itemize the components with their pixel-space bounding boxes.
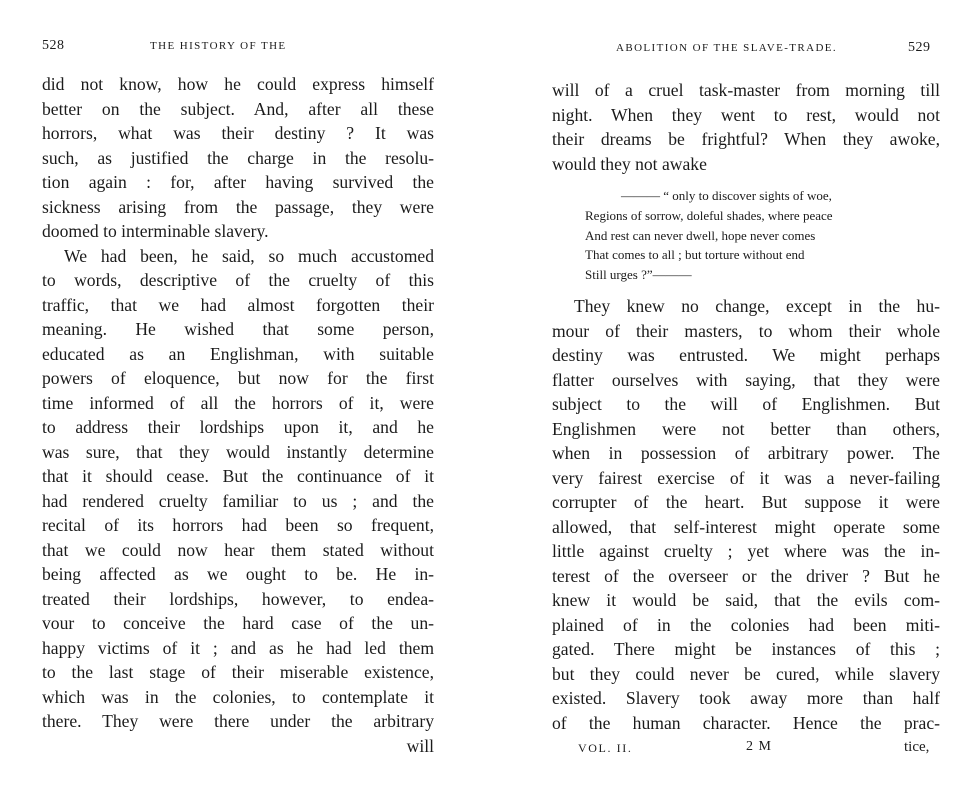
text-line: being affected as we ought to be. He in-	[42, 564, 434, 584]
text-line: there. They were there under the arbitrary	[42, 711, 434, 731]
quote-line: ——— “ only to discover sights of woe,	[621, 188, 832, 203]
left-running-head: THE HISTORY OF THE	[150, 40, 287, 52]
quote-line: And rest can never dwell, hope never comes	[585, 227, 816, 243]
text-line: was sure, that they would instantly determine	[42, 441, 434, 462]
right-page-number: 529	[908, 40, 931, 55]
left-page-number: 528	[42, 38, 65, 53]
text-line: of the human character. Hence the prac-	[552, 712, 940, 733]
text-line: had rendered cruelty familiar to us ; and the	[42, 490, 434, 511]
text-line: powers of eloquence, but now for the first	[42, 368, 434, 388]
paragraph-start-line: We had been, he said, so much accustomed	[64, 245, 434, 266]
quote-line: Regions of sorrow, doleful shades, where peace	[585, 207, 833, 223]
right-catchword: tice,	[904, 739, 930, 755]
text-line: their dreams be frightful? When they awoke,	[552, 129, 940, 149]
left-catchword: will	[406, 735, 434, 756]
text-line: did not know, how he could express himself	[42, 74, 434, 94]
text-line: horrors, what was their destiny ? It was	[42, 123, 434, 143]
text-line: treated their lordships, however, to endea-	[42, 588, 434, 609]
text-line: doomed to interminable slavery.	[42, 221, 269, 241]
text-line: would they not awake	[552, 153, 707, 174]
right-page	[490, 0, 980, 800]
text-line: very fairest exercise of it was a never-failing	[552, 467, 940, 488]
text-line: mour of their masters, to whom their whole	[552, 320, 940, 341]
text-line: recital of its horrors had been so frequent,	[42, 515, 434, 535]
text-line: to address their lordships upon it, and he	[42, 417, 434, 437]
text-line: vour to conceive the hard case of the un-	[42, 613, 434, 633]
text-line: flatter ourselves with saying, that they were	[552, 369, 940, 390]
right-running-head: ABOLITION OF THE SLAVE-TRADE.	[616, 42, 838, 54]
text-line: but they could never be cured, while slavery	[552, 663, 940, 684]
text-line: Englishmen were not better than others,	[552, 418, 940, 439]
text-line: night. When they went to rest, would not	[552, 104, 940, 125]
text-line: little against cruelty ; yet where was the in-	[552, 541, 940, 561]
verse-quotation	[585, 186, 925, 285]
text-line: that it should cease. But the continuance of it	[42, 466, 434, 486]
text-line: to words, descriptive of the cruelty of this	[42, 270, 434, 290]
text-line: that we could now hear them stated without	[42, 539, 434, 560]
text-line: knew it would be said, that the evils com-	[552, 590, 940, 610]
right-body-text-top	[552, 78, 940, 176]
text-line: educated as an Englishman, with suitable	[42, 343, 434, 364]
text-line: plained of in the colonies had been miti-	[552, 614, 940, 635]
text-line: terest of the overseer or the driver ? But he	[552, 565, 940, 586]
left-body-text	[42, 72, 434, 758]
text-line: destiny was entrusted. We might perhaps	[552, 345, 940, 365]
text-line: tion again : for, after having survived the	[42, 172, 434, 192]
quote-line: That comes to all ; but torture without end	[585, 247, 805, 263]
text-line: which was in the colonies, to contemplate it	[42, 686, 434, 707]
text-line: meaning. He wished that some person,	[42, 319, 434, 339]
text-line: subject to the will of Englishmen. But	[552, 394, 940, 414]
signature-mark: 2 M	[746, 739, 772, 754]
text-line: traffic, that we had almost forgotten their	[42, 294, 434, 315]
text-line: allowed, that self-interest might operate some	[552, 516, 940, 537]
text-line: time informed of all the horrors of it, were	[42, 392, 434, 413]
text-line: will of a cruel task-master from morning till	[552, 80, 940, 100]
right-body-text-bottom	[552, 294, 940, 735]
text-line: existed. Slavery took away more than half	[552, 688, 940, 708]
text-line: better on the subject. And, after all these	[42, 98, 434, 119]
text-line: gated. There might be instances of this ;	[552, 639, 940, 659]
text-line: corrupter of the heart. But suppose it were	[552, 492, 940, 512]
text-line: happy victims of it ; and as he had led them	[42, 637, 434, 658]
paragraph-start-line: They knew no change, except in the hu-	[574, 296, 940, 316]
volume-label: VOL. II.	[578, 741, 633, 755]
quote-line: Still urges ?”———	[585, 267, 692, 283]
text-line: when in possession of arbitrary power. The	[552, 443, 940, 463]
text-line: sickness arising from the passage, they were	[42, 196, 434, 217]
text-line: to the last stage of their miserable existence,	[42, 662, 434, 682]
text-line: such, as justified the charge in the resolu-	[42, 147, 434, 168]
